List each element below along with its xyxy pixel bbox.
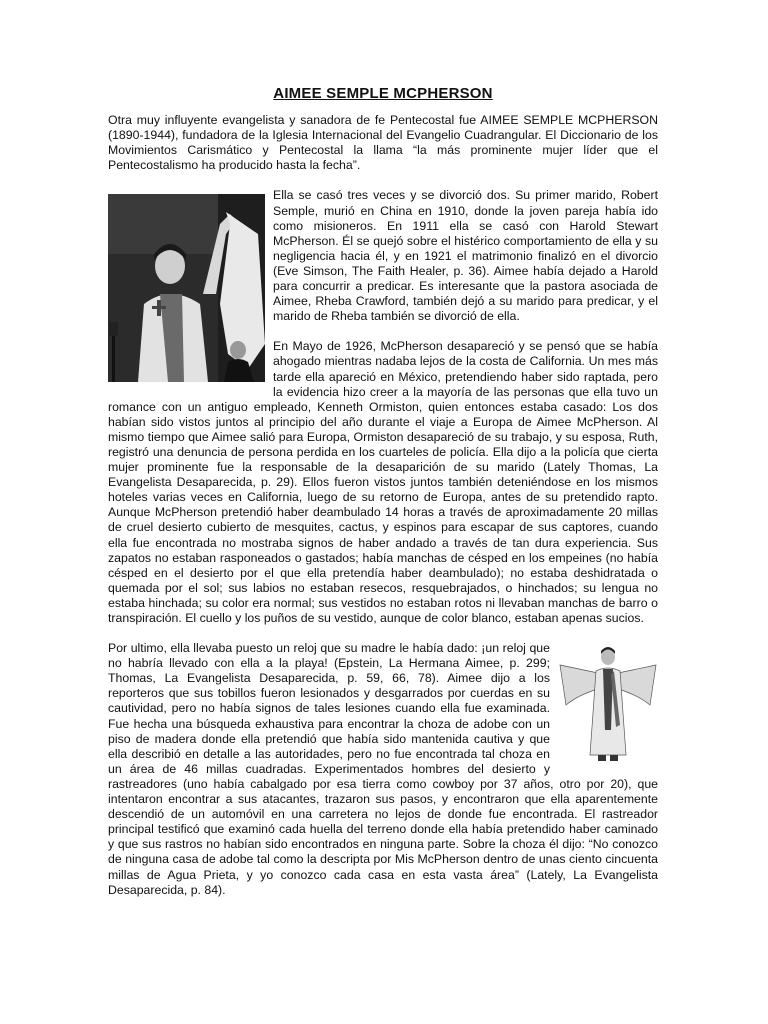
photo-preacher-waving-cloth bbox=[108, 194, 265, 382]
page-title: AIMEE SEMPLE MCPHERSON bbox=[273, 85, 493, 102]
document-page bbox=[108, 86, 658, 913]
paragraph-watch: Por ultimo, ella llevaba puesto un reloj que su madre le había dado: ¡un reloj que no habría llevado con ella a la playa! (Epstein, La Hermana Aimee, p. 299; Thomas, La Evangelista Desaparecida, p. 59, 66, 78). Aimee dijo a los reporteros que sus tobillos fueron lesionados y desgarrados por cuerdas en su cautividad, pero no había signos de tales lesiones cuando ella fue examinada. Fue hecha una búsqueda exhaustiva para encontrar la choza de adobe con un piso de madera donde ella pretendió que había sido mantenida cautiva y que ella describió en detalle a las autoridades, pero no fue encontrada tal choza en un área de 46 millas cuadradas. Experimentados hombres del desierto y rastreadores (uno había cabalgado por esa tierra como cowboy por 37 años, otro por 20), que intentaron encontrar a sus atacantes, trazaron sus pasos, y encontraron que ella aparentemente descendió de un automóvil en una carretera no lejos de donde fue encontrada. El rastreador principal testificó que examinó cada huella del terreno donde ella había pretendido haber caminado y que sus rastros no habían sido encontrados en ninguna parte. Sobre la choza él dijo: “No conozco de ninguna casa de adobe tal como la descripta por Mis McPherson dentro de unas ciento cincuenta millas de Agua Prieta, y yo conozco cada casa en esta vasta área” (Lately, La Evangelista Desaparecida, p. 84). bbox=[108, 641, 658, 897]
paragraph-disappearance: En Mayo de 1926, McPherson desapareció y se pensó que se había ahogado mientras nadaba lejos de la costa de California. Un mes más tarde ella apareció en México, pretendiendo haber sido raptada, pero la evidencia hizo creer a la mayoría de las personas que ella tuvo un romance con un antiguo empleado, Kenneth Ormiston, quien entonces estaba casado: Los dos habían sido vistos juntos al principio del año durante el viaje a Europa de Aimee McPherson. Al mismo tiempo que Aimee salió para Europa, Ormiston desapareció de su trabajo, y su esposa, Ruth, registró una denuncia de persona perdida en los cuarteles de policía. Ella dijo a la policía que cierta mujer prominente fue la responsable de la desaparición de su marido (Lately Thomas, La Evangelista Desaparecida, p. 29). Ellos fueron vistos juntos también deteniéndose en los mismos hoteles varias veces en California, luego de su retorno de Europa, antes de su pretendido rapto. Aunque McPherson pretendió haber deambulado 14 horas a través de aproximadamente 20 millas de cruel desierto cubierto de mesquites, cactus, y espinos para escapar de sus captores, cuando ella fue encontrada no mostraba signos de haber andado a través de tan dura experiencia. Sus zapatos no estaban rasponeados o gastados; había manchas de césped en los empeines (no había césped en el desierto por el que ella pretendía haber deambulado); no estaba deshidratada o quemada por el sol; sus labios no estaban resecos, resquebrajados, o hinchados; su lengua no estaba hinchada; su color era normal; sus vestidos no estaban rotos ni llevaban manchas de barro o transpiración. El cuello y los puños de su vestido, aunque de color blanco, estaban apenas sucios. bbox=[108, 339, 658, 625]
paragraph-marriages: Ella se casó tres veces y se divorció dos. Su primer marido, Robert Semple, murió en China en 1910, donde la joven pareja había ido como misioneros. En 1911 ella se casó con Harold Stewart McPherson. Él se quejó sobre el histérico comportamiento de ella y su negligencia hacia él, y en 1921 el matrimonio finalizó en el divorcio (Eve Simson, The Faith Healer, p. 36). Aimee había dejado a Harold para concurrir a predicar. Es interesante que la pastora asociada de Aimee, Rheba Crawford, también dejó a su marido para predicar, y el marido de Rheba también se divorció de ella. bbox=[273, 188, 658, 324]
paragraph-intro: Otra muy influyente evangelista y sanadora de fe Pentecostal fue AIMEE SEMPLE MCPHERSON (1890-1944), fundadora de la Iglesia Internacional del Evangelio Cuadrangular. El Diccionario de los Movimientos Carismático y Pentecostal la llama “la más prominente mujer líder que el Pentecostalismo ha producido hasta la fecha”. bbox=[108, 113, 658, 173]
photo-preacher-arms-outstretched bbox=[558, 645, 658, 767]
